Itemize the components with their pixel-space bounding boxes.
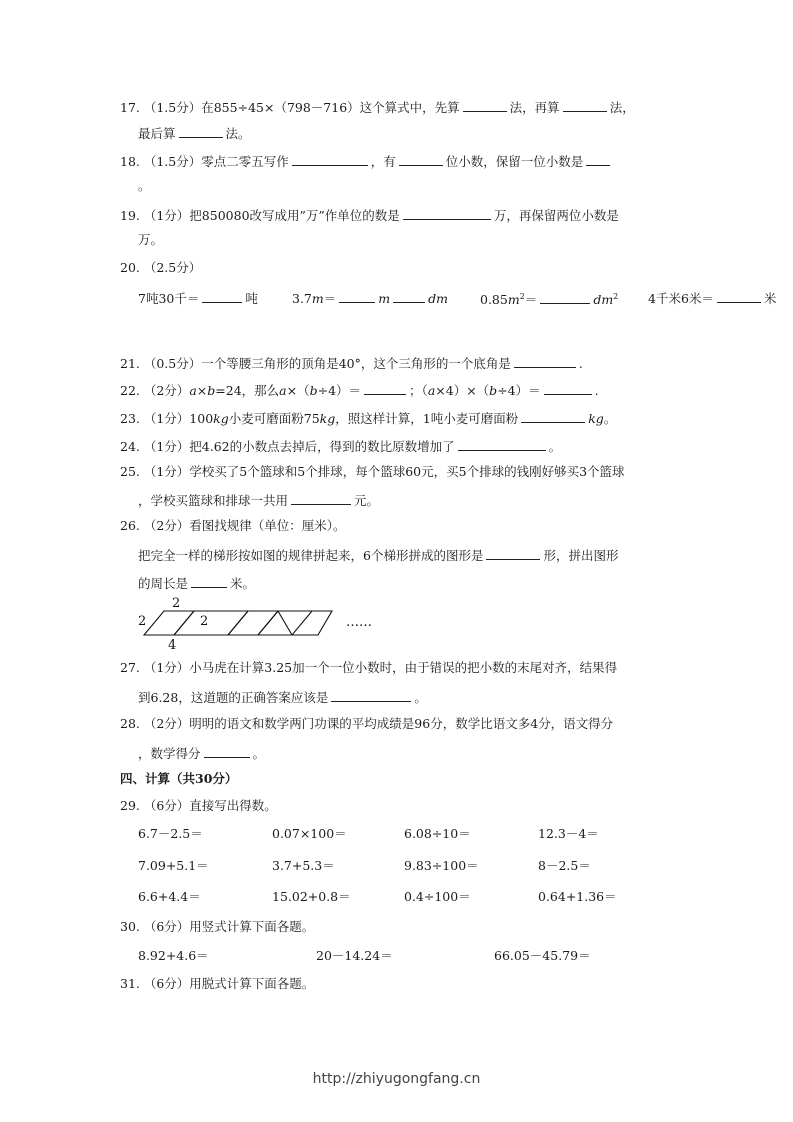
section-4-title: 四、计算（共30分） [120,771,238,786]
answer-blank[interactable] [521,409,585,423]
q29-item: 0.64+1.36＝ [538,889,617,904]
label-left: 2 [138,614,147,629]
label-inner: 2 [200,614,209,629]
trapezoid-2 [174,611,248,635]
answer-blank[interactable] [364,381,406,395]
answer-blank[interactable] [514,354,576,368]
question-20-item-3: $0.85m^2= dm^2$ [480,292,619,308]
answer-blank[interactable] [292,152,368,166]
question-18-line-2: 。 [138,178,151,193]
trapezoid-5 [278,611,332,635]
answer-blank[interactable] [393,289,425,303]
question-30-head: 30. （6分）用竖式计算下面各题。 [120,919,315,934]
question-28-line-2: ，数学得分 。 [138,746,266,761]
answer-blank[interactable] [291,491,351,505]
answer-blank[interactable] [540,290,590,304]
answer-blank[interactable] [463,98,507,112]
question-23: 23. （1分）100kg小麦可磨面粉75kg，照这样计算，1吨小麦可磨面粉 kg。 [120,411,617,426]
question-27-line-2: 到6.28，这道题的正确答案应该是 。 [138,690,427,705]
question-27-line-1: 27. （1分）小马虎在计算3.25加一个一位小数时，由于错误的把小数的末尾对齐，结果得 [120,660,618,675]
q29-item: 9.83÷100＝ [404,858,479,873]
answer-blank[interactable] [563,98,607,112]
answer-blank[interactable] [204,744,250,758]
question-28-line-1: 28. （2分）明明的语文和数学两门功课的平均成绩是96分，数学比语文多4分，语文得分 [120,716,614,731]
answer-blank[interactable] [331,688,411,702]
answer-blank[interactable] [403,206,491,220]
q29-item: 6.08÷10＝ [404,826,471,841]
question-20-head: 20. （2.5分） [120,260,202,275]
question-25-line-2: ，学校买篮球和排球一共用 元。 [138,493,380,508]
question-17-line-2: 最后算 法。 [138,126,251,141]
question-18-line-1: 18. （1.5分）零点二零五写作 ，有 位小数，保留一位小数是 [120,152,613,170]
question-24: 24. （1分）把4.62的小数点去掉后，得到的数比原数增加了 。 [120,439,562,454]
question-31-head: 31. （6分）用脱式计算下面各题。 [120,976,315,991]
trapezoid-pattern-figure [130,594,390,654]
answer-blank[interactable] [399,152,443,166]
q29-item: 0.07×100＝ [272,826,347,841]
q29-item: 7.09+5.1＝ [138,858,209,873]
question-22: 22. （2分）a×b=24，那么a×（b÷4）＝ ；（a×4）×（b÷4）＝ . [120,383,599,398]
question-29-head: 29. （6分）直接写出得数。 [120,798,277,813]
question-26-line-2: 把完全一样的梯形按如图的规律拼起来，6个梯形拼成的图形是 形，拼出图形 [138,548,619,563]
question-26-line-1: 26. （2分）看图找规律（单位：厘米）。 [120,518,346,533]
question-17-line-1: 17. （1.5分）在855÷45×（798－716）这个算式中，先算 法，再算 法， [120,100,635,115]
answer-blank[interactable] [458,437,546,451]
q29-item: 6.6+4.4＝ [138,889,201,904]
answer-blank[interactable] [717,289,761,303]
question-25-line-1: 25. （1分）学校买了5个篮球和5个排球，每个篮球60元，买5个排球的钱刚好够买3个篮球 [120,464,625,479]
answer-blank[interactable] [486,546,540,560]
question-26-line-3: 的周长是 米。 [138,576,256,591]
trapezoid-3 [228,611,278,635]
question-19-line-2: 万。 [138,232,164,247]
q29-item: 0.4÷100＝ [404,889,471,904]
question-19-line-1: 19. （1分）把850080改写成用”万”作单位的数是 万，再保留两位小数是 [120,208,619,223]
q29-item: 8－2.5＝ [538,858,591,873]
q29-item: 15.02+0.8＝ [272,889,351,904]
question-21: 21. （0.5分）一个等腰三角形的顶角是40°，这个三角形的一个底角是 . [120,356,583,371]
answer-blank[interactable] [586,152,610,166]
q29-item: 3.7+5.3＝ [272,858,335,873]
answer-blank[interactable] [202,289,242,303]
label-dots: …… [346,615,372,630]
footer-url[interactable]: http://zhiyugongfang.cn [312,1071,481,1087]
answer-blank[interactable] [339,289,375,303]
q29-item: 12.3－4＝ [538,826,599,841]
trapezoid-1 [144,611,194,635]
question-20-item-2: 3.7m＝ m dm [292,291,448,306]
q30-item: 66.05－45.79＝ [494,948,591,963]
q29-item: 6.7－2.5＝ [138,826,203,841]
answer-blank[interactable] [544,381,592,395]
label-top: 2 [172,596,181,611]
q30-item: 8.92+4.6＝ [138,948,209,963]
answer-blank[interactable] [179,124,223,138]
label-bottom: 4 [168,638,177,653]
question-20-item-4: 4千米6米＝ 米 [648,291,777,306]
q30-item: 20－14.24＝ [316,948,393,963]
question-20-item-1: 7吨30千＝ 吨 [138,291,258,306]
answer-blank[interactable] [191,574,227,588]
